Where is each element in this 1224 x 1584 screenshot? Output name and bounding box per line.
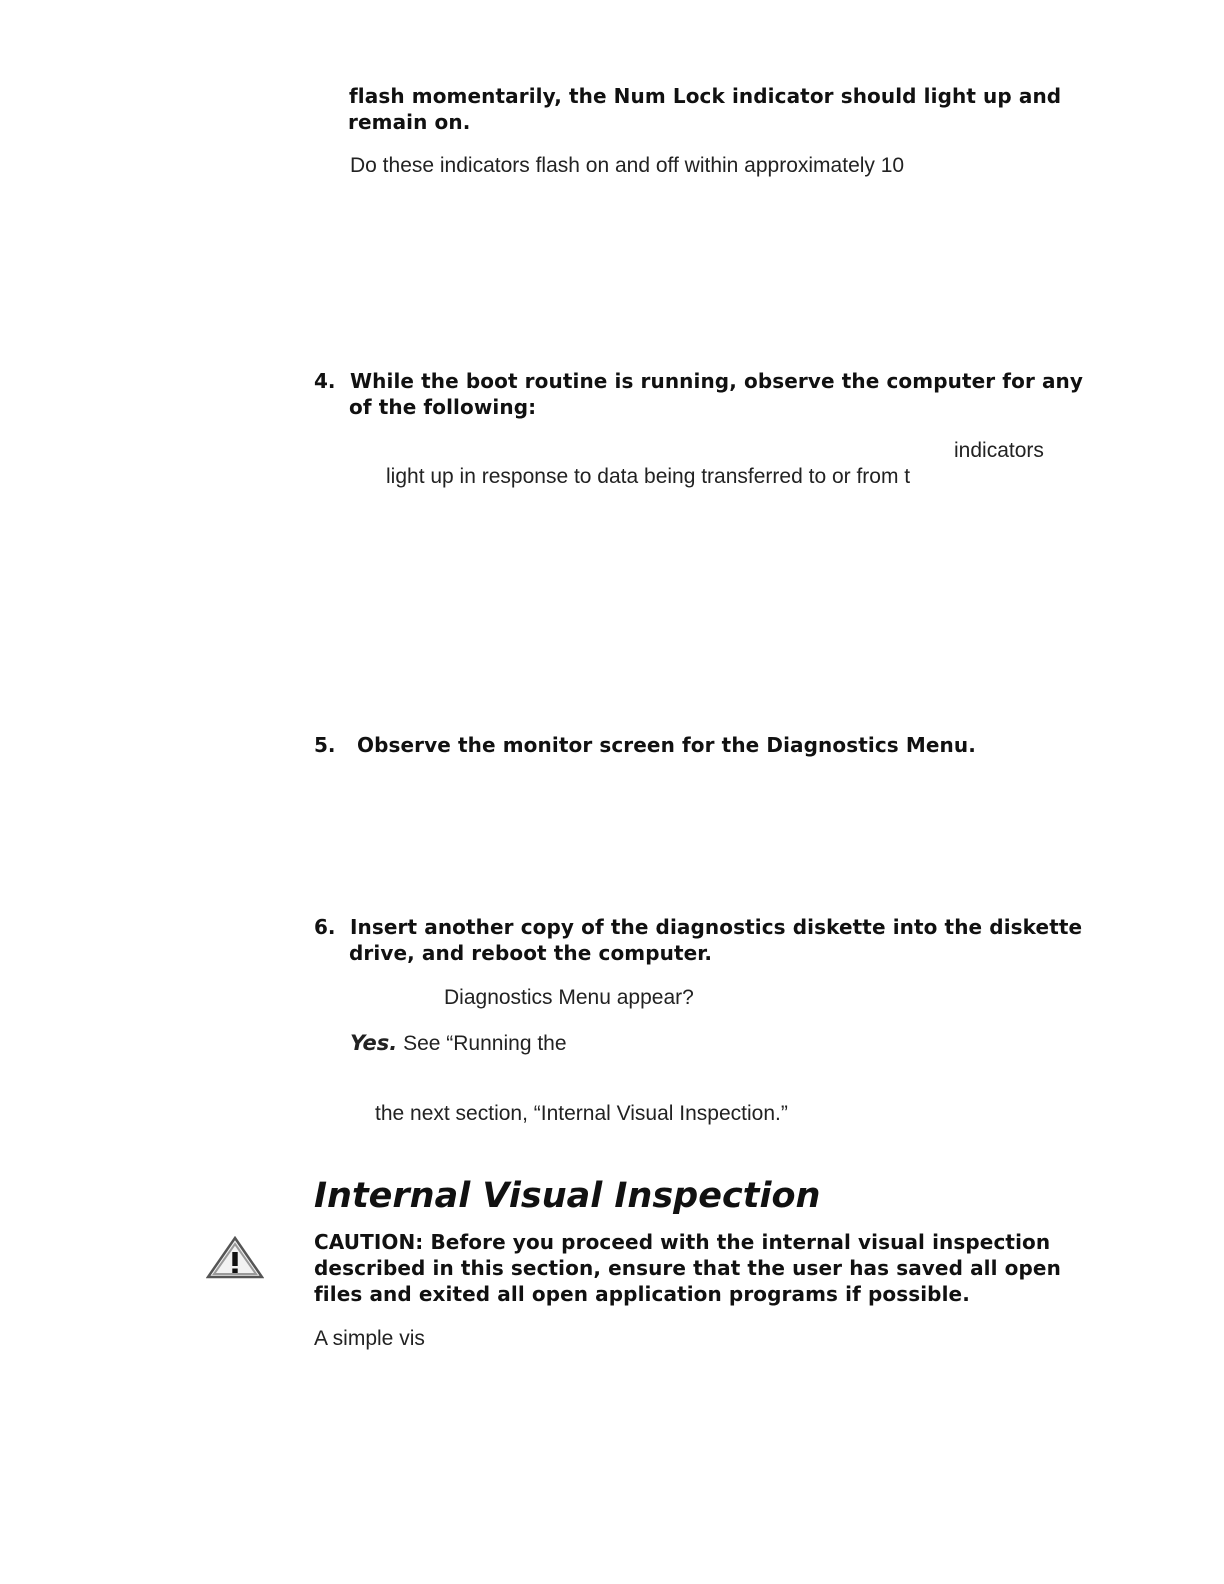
caution-line2: described in this section, ensure that the user has saved all open (314, 1256, 1061, 1280)
warning-triangle-icon (206, 1236, 264, 1280)
step3-continuation-line1: flash momentarily, the Num Lock indicator should light up and (349, 84, 1062, 108)
step3-continuation-line2: remain on. (348, 110, 471, 134)
step5-instruction: Observe the monitor screen for the Diagnostics Menu. (357, 733, 976, 757)
step6-number: 6. (314, 915, 336, 939)
step6-instruction-line1: Insert another copy of the diagnostics diskette into the diskette (350, 915, 1083, 939)
step4-instruction-line1: While the boot routine is running, observe the computer for any (350, 369, 1084, 393)
step6-instruction-line2: drive, and reboot the computer. (349, 941, 713, 965)
step4-number: 4. (314, 369, 336, 393)
section-heading: Internal Visual Inspection (314, 1176, 821, 1216)
step6-question: Diagnostics Menu appear? (444, 986, 694, 1009)
step4-instruction-line2: of the following: (349, 395, 537, 419)
section-body-start: A simple vis (314, 1327, 425, 1350)
step3-question: Do these indicators flash on and off within approximately 10 (350, 154, 905, 177)
caution-line1: CAUTION: Before you proceed with the internal visual inspection (314, 1230, 1051, 1254)
caution-line3: files and exited all open application programs if possible. (314, 1282, 970, 1306)
yes-text: See “Running the (403, 1032, 567, 1055)
step6-next-section-text: the next section, “Internal Visual Inspection.” (375, 1102, 788, 1125)
yes-label: Yes. (350, 1031, 398, 1055)
step4-fragment-indicators: indicators (954, 439, 1044, 462)
step5-number: 5. (314, 733, 336, 757)
step6-yes-answer (350, 1030, 567, 1057)
step4-fragment-light-up: light up in response to data being transferred to or from t (386, 465, 911, 488)
